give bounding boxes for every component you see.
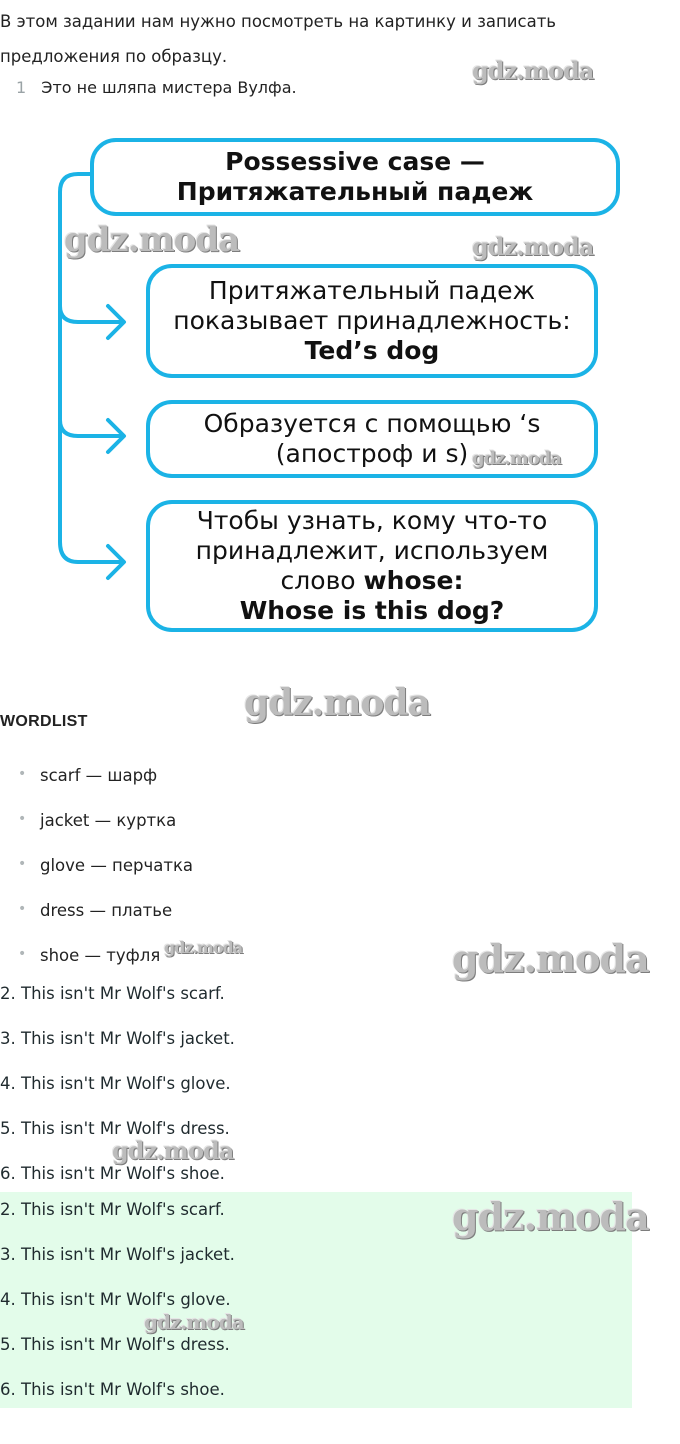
watermark: gdz.moda <box>64 220 240 260</box>
bullet-icon: • <box>18 856 27 872</box>
example-number: 1 <box>16 78 27 97</box>
definition-box <box>146 264 598 378</box>
possessive-case-diagram <box>0 130 680 650</box>
answers-list <box>0 984 235 1209</box>
bullet-icon: • <box>18 901 27 917</box>
definition-line-2: показывает принадлежность: <box>173 306 571 335</box>
list-item: • shoe — туфля <box>18 946 161 965</box>
list-item: • scarf — шарф <box>18 766 158 785</box>
watermark: gdz.moda <box>164 938 243 957</box>
example-text: Это не шляпа мистера Вулфа. <box>41 78 297 97</box>
example-sentence <box>16 78 297 97</box>
answer-item: 6. This isn't Mr Wolf's shoe. <box>0 1380 225 1399</box>
bullet-icon: • <box>18 766 27 782</box>
formation-line-2: (апостроф и s) <box>275 439 469 468</box>
bullet-icon: • <box>18 946 27 962</box>
whose-line-3-text: слово <box>280 566 364 595</box>
intro-text: В этом задании нам нужно посмотреть на картинку и записать предложения по образцу. <box>0 12 557 66</box>
diagram-title: Possessive case — Притяжательный падеж <box>176 147 534 206</box>
watermark: gdz.moda <box>472 232 594 261</box>
answer-item: 2. This isn't Mr Wolf's scarf. <box>0 984 225 1003</box>
title-box <box>90 138 620 216</box>
list-item: • jacket — куртка <box>18 811 177 830</box>
watermark: gdz.moda <box>244 682 430 724</box>
answer-item: 4. This isn't Mr Wolf's glove. <box>0 1290 231 1309</box>
answer-item: 3. This isn't Mr Wolf's jacket. <box>0 1245 235 1264</box>
whose-line-3 <box>196 566 549 596</box>
answer-item: 5. This isn't Mr Wolf's dress. <box>0 1119 230 1138</box>
watermark: gdz.moda <box>452 936 649 981</box>
definition-line-1: Притяжательный падеж <box>208 276 536 305</box>
whose-line-2: принадлежит, используем <box>195 536 549 565</box>
wordlist-heading: WORDLIST <box>0 713 88 730</box>
watermark: gdz.moda <box>472 448 561 469</box>
watermark: gdz.moda <box>452 1194 649 1239</box>
answer-item: 6. This isn't Mr Wolf's shoe. <box>0 1164 225 1183</box>
definition-example: Ted’s dog <box>304 336 440 365</box>
answer-item: 3. This isn't Mr Wolf's jacket. <box>0 1029 235 1048</box>
whose-line-1: Чтобы узнать, кому что-то <box>196 506 548 535</box>
watermark: gdz.moda <box>112 1136 234 1165</box>
wordlist <box>18 766 193 991</box>
whose-example: Whose is this dog? <box>239 596 505 625</box>
answer-item: 2. This isn't Mr Wolf's scarf. <box>0 1200 225 1219</box>
watermark: gdz.moda <box>144 1310 244 1334</box>
answer-item: 5. This isn't Mr Wolf's dress. <box>0 1335 230 1354</box>
formation-line-1: Образуется с помощью ‘s <box>203 409 541 438</box>
list-item: • dress — платье <box>18 901 173 920</box>
whose-box <box>146 500 598 632</box>
watermark: gdz.moda <box>472 56 594 85</box>
whose-keyword: whose: <box>363 566 464 595</box>
answer-item: 4. This isn't Mr Wolf's glove. <box>0 1074 231 1093</box>
list-item: • glove — перчатка <box>18 856 194 875</box>
bullet-icon: • <box>18 811 27 827</box>
